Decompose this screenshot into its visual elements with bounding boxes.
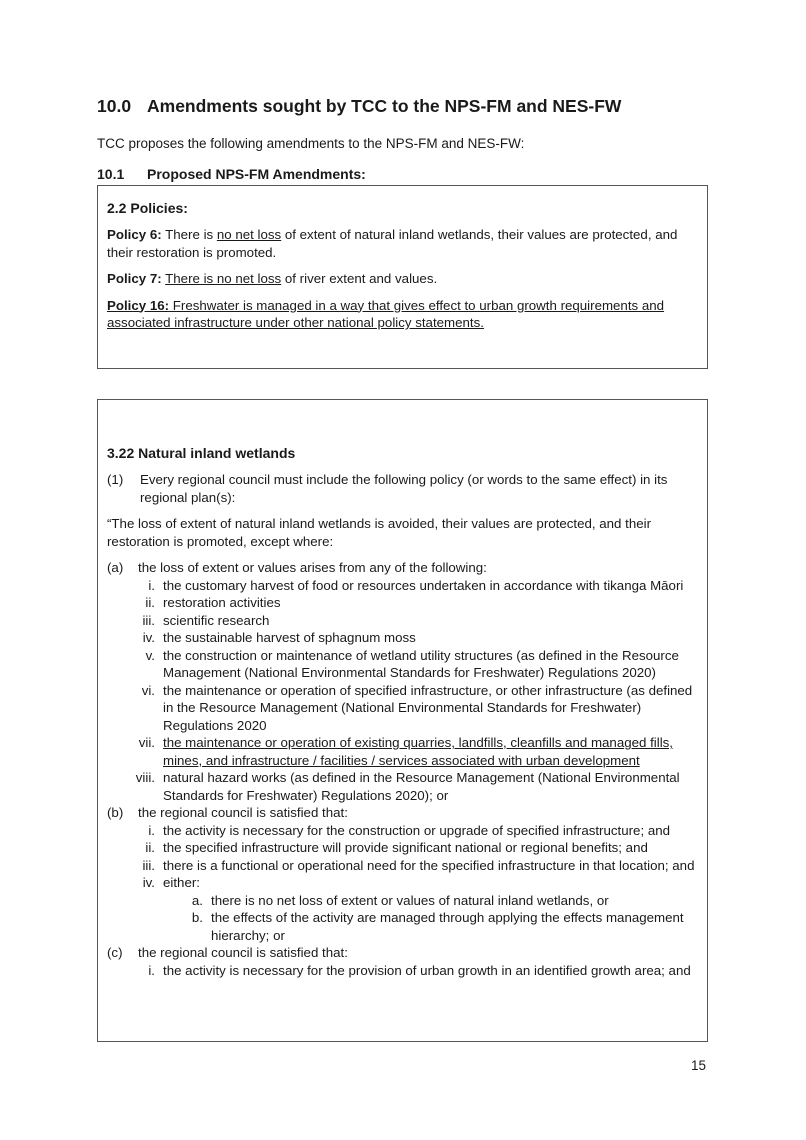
exceptions-list xyxy=(107,559,699,979)
list-item xyxy=(107,822,699,840)
list-marker: b. xyxy=(191,910,203,925)
list-text: either: xyxy=(163,875,200,890)
list-marker: iii. xyxy=(142,612,155,628)
list-item xyxy=(107,962,699,980)
clause-c-items xyxy=(107,962,699,980)
list-marker: iv. xyxy=(142,630,155,645)
wetlands-clause-1: (1) Every regional council must include the following policy (or words to the same effect) in its regional plan(s): xyxy=(107,472,668,505)
list-item xyxy=(107,647,699,682)
subsection-title: Proposed NPS-FM Amendments: xyxy=(147,166,366,182)
list-text: the customary harvest of food or resources undertaken in accordance with tikanga Māori xyxy=(163,577,684,593)
list-marker: ii. xyxy=(145,595,155,610)
page-number: 15 xyxy=(691,1058,707,1073)
list-item xyxy=(107,629,699,647)
list-text: the effects of the activity are managed through applying the effects management hierarchy; or xyxy=(211,910,684,943)
clause-a-items xyxy=(107,577,699,805)
list-text: the construction or maintenance of wetland utility structures (as defined in the Resource Management (National Environmental Standards for Freshwater) Regulations 2020) xyxy=(163,647,679,680)
policy-6: Policy 6: There is no net loss of extent of natural inland wetlands, their values are protected, and their restoration is promoted. xyxy=(107,227,678,260)
section-number: 10.0 xyxy=(97,96,132,116)
list-marker: i. xyxy=(148,577,155,593)
list-item xyxy=(107,839,699,857)
list-text: the specified infrastructure will provide significant national or regional benefits; and xyxy=(163,840,648,855)
list-text: the maintenance or operation of specified infrastructure, or other infrastructure (as defined in the Resource Management (National Environmental Standards for Freshwater) Regulations 2020 xyxy=(163,682,693,733)
list-marker: iii. xyxy=(142,857,155,873)
wetlands-title: 3.22 Natural inland wetlands xyxy=(107,445,296,461)
list-text: there is a functional or operational need for the specified infrastructure in that location; and xyxy=(163,857,695,873)
section-title: Amendments sought by TCC to the NPS-FM and NES-FW xyxy=(147,96,622,116)
list-marker: i. xyxy=(148,962,155,978)
list-text: restoration activities xyxy=(163,595,281,610)
intro-paragraph: TCC proposes the following amendments to the NPS-FM and NES-FW: xyxy=(97,136,525,151)
list-text: scientific research xyxy=(163,612,270,628)
list-marker: i. xyxy=(148,822,155,838)
list-text: the activity is necessary for the construction or upgrade of specified infrastructure; and xyxy=(163,822,671,838)
list-text: the maintenance or operation of existing quarries, landfills, cleanfills and managed fills, mines, and infrastructure / facilities / services associated with urban development xyxy=(163,735,674,768)
policy-7: Policy 7: There is no net loss of river extent and values. xyxy=(107,271,438,286)
list-marker: iv. xyxy=(142,875,155,890)
subsection-heading xyxy=(97,166,366,182)
list-text: there is no net loss of extent or values of natural inland wetlands, or xyxy=(211,892,609,908)
list-marker: vii. xyxy=(138,735,155,750)
list-item xyxy=(107,909,699,944)
list-marker: v. xyxy=(145,647,155,663)
clause-a: (a) the loss of extent or values arises from any of the following: xyxy=(107,560,487,575)
wetlands-box xyxy=(97,399,708,1042)
policies-title: 2.2 Policies: xyxy=(107,200,188,216)
policy-16: Policy 16: Freshwater is managed in a way that gives effect to urban growth requirements and associated infrastructure under other national policy statements. xyxy=(107,297,665,330)
subsection-number: 10.1 xyxy=(97,166,125,182)
clause-b: (b) the regional council is satisfied that: xyxy=(107,805,348,820)
list-item xyxy=(107,874,699,892)
list-marker: vi. xyxy=(141,682,155,698)
list-item xyxy=(107,857,699,875)
clause-b-subitems xyxy=(107,892,699,945)
clause-c: (c) the regional council is satisfied that: xyxy=(107,945,348,960)
list-item xyxy=(107,577,699,595)
list-item xyxy=(107,612,699,630)
policy-quote: “The loss of extent of natural inland wetlands is avoided, their values are protected, and their restoration is promoted, except where: xyxy=(107,516,652,549)
list-item xyxy=(107,594,699,612)
list-item xyxy=(107,769,699,804)
clause-b-items xyxy=(107,822,699,892)
list-text: natural hazard works (as defined in the Resource Management (National Environmental Standards for Freshwater) Regulations 2020); or xyxy=(163,770,680,803)
list-text: the sustainable harvest of sphagnum moss xyxy=(163,630,416,645)
list-text: the activity is necessary for the provision of urban growth in an identified growth area; and xyxy=(163,962,691,978)
list-marker: a. xyxy=(191,892,203,908)
list-item xyxy=(107,892,699,910)
list-item xyxy=(107,682,699,735)
policies-box xyxy=(97,185,708,369)
list-marker: ii. xyxy=(145,840,155,855)
list-item xyxy=(107,734,699,769)
section-heading xyxy=(97,96,621,117)
list-marker: viii. xyxy=(135,770,155,785)
